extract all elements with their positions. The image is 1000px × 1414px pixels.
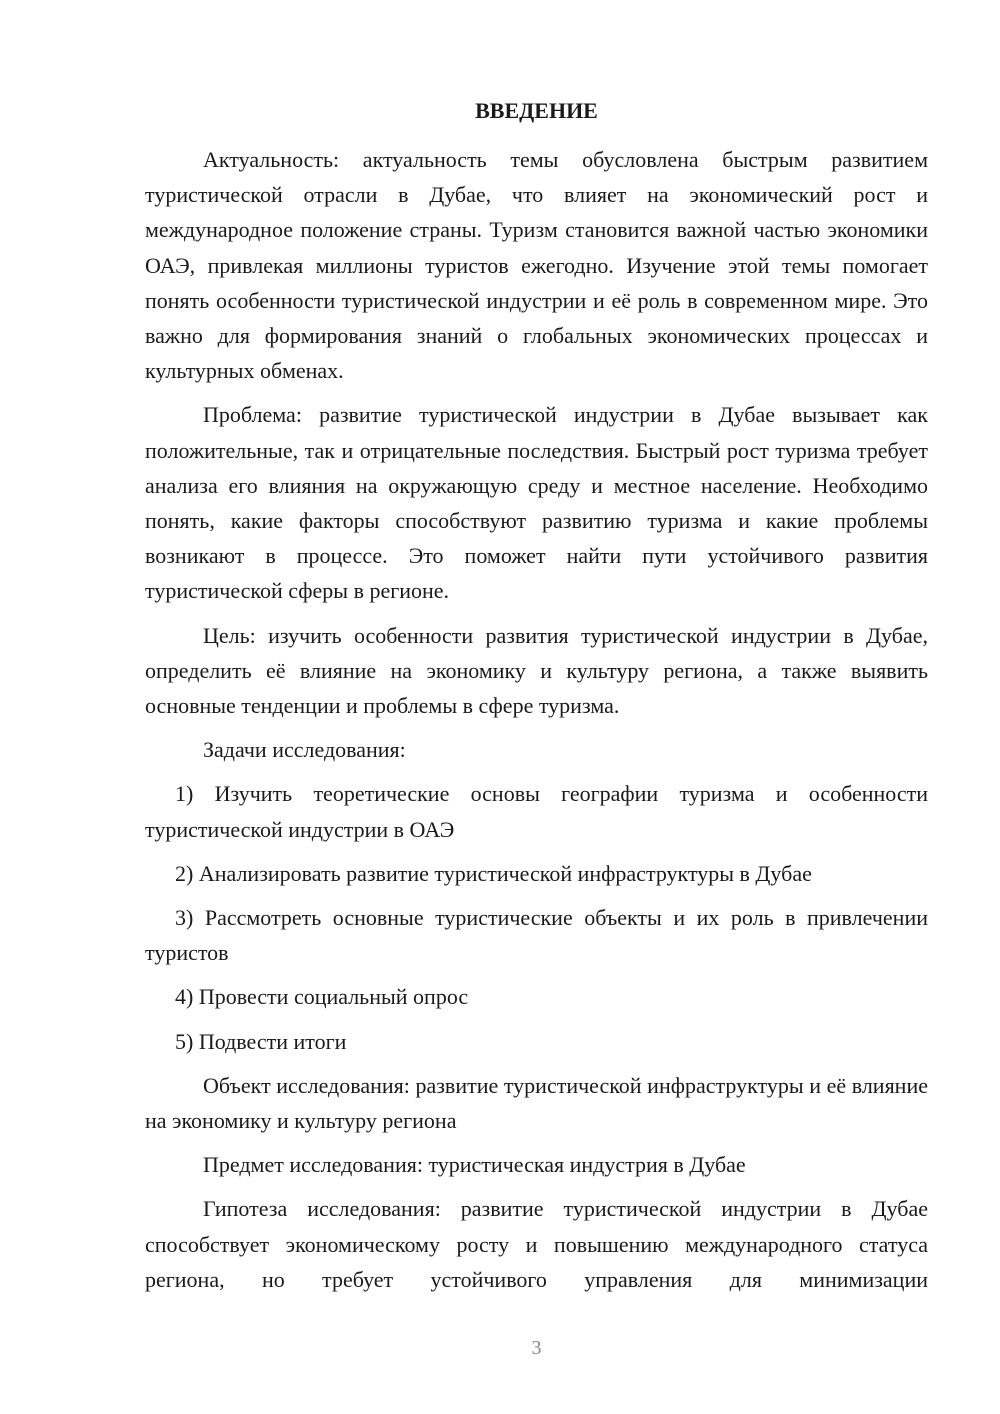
problem-paragraph: Проблема: развитие туристической индустрии в Дубае вызывает как положительные, так и отрицательные последствия. Быстрый рост туризма требует анализа его влияния на окружающую среду и местное население. Необходимо понять, какие факторы способствуют развитию туризма и какие проблемы возникают в процессе. Это поможет найти пути устойчивого развития туристической сферы в регионе. <box>145 402 928 604</box>
list-item: 3) Рассмотреть основные туристические объекты и их роль в привлечении туристов <box>145 905 928 966</box>
subject-paragraph: Предмет исследования: туристическая индустрия в Дубае <box>203 1152 746 1178</box>
tasks-heading: Задачи исследования: <box>203 737 406 763</box>
page-number: 3 <box>531 1337 542 1359</box>
list-item: 5) Подвести итоги <box>175 1028 347 1054</box>
list-item: 4) Провести социальный опрос <box>175 984 469 1010</box>
page-title: ВВЕДЕНИЕ <box>475 98 598 123</box>
goal-paragraph: Цель: изучить особенности развития туристической индустрии в Дубае, определить её влияние на экономику и культуру региона, а также выявить основные тенденции и проблемы в сфере туризма. <box>145 622 928 719</box>
document-body <box>145 142 928 1297</box>
tasks-list <box>145 776 928 1058</box>
document-page <box>145 0 928 1414</box>
list-item: 1) Изучить теоретические основы географии туризма и особенности туристической индустрии в ОАЭ <box>145 781 928 842</box>
list-item: 2) Анализировать развитие туристической инфраструктуры в Дубае <box>175 860 812 886</box>
hypothesis-paragraph: Гипотеза исследования: развитие туристической индустрии в Дубае способствует экономическому росту и повышению международного статуса региона, но требует устойчивого управления для минимизации <box>145 1196 928 1292</box>
object-paragraph: Объект исследования: развитие туристической инфраструктуры и её влияние на экономику и культуру региона <box>145 1072 928 1134</box>
relevance-paragraph: Актуальность: актуальность темы обусловлена быстрым развитием туристической отрасли в Дубае, что влияет на экономический рост и международное положение страны. Туризм становится важной частью экономики ОАЭ, привлекая миллионы туристов ежегодно. Изучение этой темы помогает понять особенности туристической индустрии и её роль в современном мире. Это важно для формирования знаний о глобальных экономических процессах и культурных обменах. <box>145 147 928 384</box>
